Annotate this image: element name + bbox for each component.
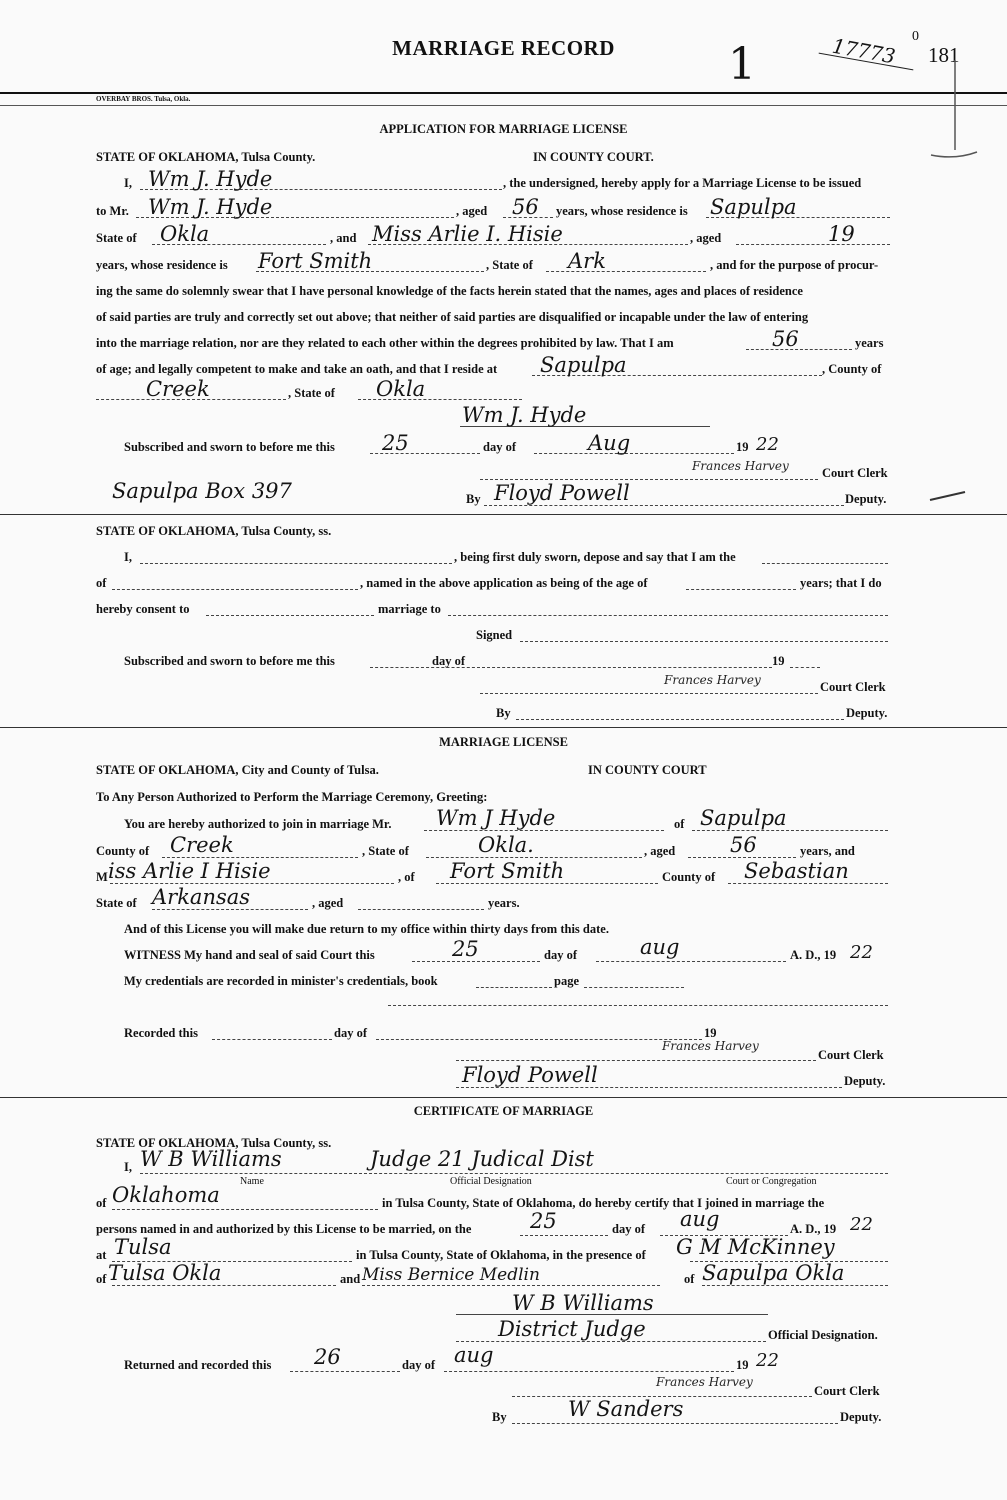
hw-groom-residence: Sapulpa: [710, 195, 797, 219]
hw-officiant-designation: Judge 21 Judical Dist: [370, 1147, 594, 1171]
hw-license-groom-town: Sapulpa: [700, 806, 787, 830]
certificate-label-deputy: Deputy.: [840, 1410, 882, 1424]
consent-state-line: STATE OF OKLAHOMA, Tulsa County, ss.: [96, 524, 332, 538]
hw-bride-name: Miss Arlie I. Hisie: [372, 222, 563, 246]
section-rule-1: [0, 514, 1007, 515]
license-label-years-and: years, and: [800, 844, 855, 858]
label-aged: , aged: [456, 204, 488, 218]
consent-label-year-prefix: 19: [772, 654, 785, 668]
hw-witness-1: G M McKinney: [676, 1235, 835, 1259]
stamp-clerk-name: Frances Harvey: [692, 459, 789, 473]
hw-officiant-name: W B Williams: [140, 1147, 282, 1171]
consent-label-court-clerk: Court Clerk: [820, 680, 886, 694]
printer-imprint: OVERBAY BROS. Tulsa, Okla.: [96, 95, 191, 103]
license-blank-of-2: [436, 883, 658, 884]
license-blank-county: [162, 857, 358, 858]
hw-returned-day: 26: [314, 1345, 341, 1369]
certificate-blank-of: [112, 1209, 378, 1210]
hw-license-state-2: Arkansas: [152, 885, 251, 909]
hw-witness-2-town: Sapulpa Okla: [702, 1261, 845, 1285]
label-state-of: State of: [96, 231, 137, 245]
license-return-line: And of this License you will make due return to my office within thirty days from this date.: [124, 922, 609, 936]
consent-label-deputy: Deputy.: [846, 706, 888, 720]
license-blank-clerk: [456, 1060, 816, 1061]
certificate-stamp-clerk: Frances Harvey: [656, 1375, 753, 1389]
certificate-blank-designation-2: [456, 1341, 766, 1342]
consent-blank-year: [790, 667, 820, 668]
license-blank-recorded-month: [376, 1039, 702, 1040]
license-stamp-clerk: Frances Harvey: [662, 1039, 759, 1053]
hw-returned-year: 22: [756, 1350, 779, 1371]
oath-line-3: into the marriage relation, nor are they related to each other within the degrees prohibited by law. That I am: [96, 336, 674, 350]
certificate-label-of-3: of: [684, 1272, 695, 1286]
license-label-state-of-2: State of: [96, 896, 137, 910]
header-rule: [0, 92, 1007, 94]
license-blank-page: [584, 987, 684, 988]
hw-reside-at: Sapulpa: [540, 353, 627, 377]
hw-license-county-2: Sebastian: [744, 859, 849, 883]
label-years-residence-2: years, whose residence is: [96, 258, 228, 272]
label-i: I,: [124, 176, 132, 190]
license-label-day-of: day of: [544, 948, 577, 962]
hw-deputy-name: Floyd Powell: [494, 481, 630, 505]
consent-blank-of: [112, 589, 358, 590]
page-number: 181: [928, 43, 960, 67]
license-blank-county-2: [728, 883, 888, 884]
page-number-superscript: 0: [912, 29, 919, 44]
blank-clerk: [480, 479, 818, 480]
certificate-blank-ret-month: [444, 1371, 734, 1372]
hw-sworn-month: Aug: [588, 431, 631, 455]
hw-groom-age: 56: [512, 195, 539, 219]
hw-license-year: 22: [850, 942, 873, 963]
hw-license-month: aug: [640, 935, 680, 959]
consent-stamp-clerk: Frances Harvey: [664, 673, 761, 687]
license-state-line: STATE OF OKLAHOMA, City and County of Tulsa.: [96, 763, 379, 777]
certificate-label-certify: in Tulsa County, State of Oklahoma, do hereby certify that I joined in marriage the: [382, 1196, 825, 1210]
certificate-blank-day: [520, 1235, 608, 1236]
license-greeting: To Any Person Authorized to Perform the Marriage Ceremony, Greeting:: [96, 790, 488, 804]
label-procuring: , and for the purpose of procur-: [710, 258, 879, 272]
oath-line-4: of age; and legally competent to make and take an oath, and that I reside at: [96, 362, 498, 376]
certificate-caption-name: Name: [240, 1176, 264, 1187]
license-label-ad: A. D., 19: [790, 948, 837, 962]
license-label-credentials: My credentials are recorded in minister's credentials, book: [124, 974, 438, 988]
hw-applicant-name: Wm J. Hyde: [148, 167, 273, 191]
label-by: By: [466, 492, 481, 506]
hw-state-3: Okla: [376, 377, 426, 401]
license-blank-state: [426, 857, 642, 858]
label-and: , and: [330, 231, 357, 245]
application-court: IN COUNTY COURT.: [533, 150, 654, 164]
license-blank-book: [476, 987, 552, 988]
hw-officiant-signature: W B Williams: [512, 1291, 654, 1315]
certificate-label-ad: A. D., 19: [790, 1222, 837, 1236]
license-heading: MARRIAGE LICENSE: [439, 735, 568, 749]
label-undersigned: , the undersigned, hereby apply for a Marriage License to be issued: [503, 176, 862, 190]
hw-license-groom: Wm J Hyde: [436, 806, 556, 830]
certificate-label-of-2: of: [96, 1272, 107, 1286]
hw-returned-month: aug: [454, 1343, 494, 1367]
consent-label-subscribed: Subscribed and sworn to before me this: [124, 654, 335, 668]
hw-license-bride: iss Arlie I Hisie: [108, 859, 271, 883]
license-blank-recorded-day: [212, 1039, 332, 1040]
application-state-line: STATE OF OKLAHOMA, Tulsa County.: [96, 150, 316, 164]
consent-label-years: years; that I do: [800, 576, 882, 590]
consent-blank-signed: [520, 641, 888, 642]
certificate-blank-deputy: [512, 1423, 838, 1424]
hw-officiant-title: District Judge: [498, 1317, 646, 1341]
consent-blank-relation: [762, 563, 888, 564]
volume-mark: 1: [728, 39, 756, 90]
certificate-label-and: and: [340, 1272, 361, 1286]
hw-license-deputy: Floyd Powell: [462, 1063, 598, 1087]
license-label-of-2: , of: [398, 870, 415, 884]
certificate-label-i: I,: [124, 1160, 132, 1174]
label-to-mr: to Mr.: [96, 204, 129, 218]
hw-license-state: Okla.: [478, 833, 534, 857]
license-label-aged-2: , aged: [312, 896, 344, 910]
certificate-label-day-of: day of: [612, 1222, 645, 1236]
hw-witness-1-town: Tulsa Okla: [108, 1261, 222, 1285]
section-rule-2: [0, 727, 1007, 728]
page-title: MARRIAGE RECORD: [392, 36, 615, 60]
certificate-label-persons: persons named in and authorized by this License to be married, on the: [96, 1222, 472, 1236]
label-years-residence: years, whose residence is: [556, 204, 688, 218]
license-label-authorized: You are hereby authorized to join in marriage Mr.: [124, 817, 392, 831]
license-label-page: page: [554, 974, 579, 988]
hw-certificate-deputy: W Sanders: [568, 1397, 684, 1421]
certificate-caption-official: Official Designation: [450, 1176, 532, 1187]
certificate-blank-court: [646, 1173, 888, 1174]
consent-blank-name: [140, 563, 452, 564]
label-state-of-2: , State of: [486, 258, 533, 272]
certificate-label-official: Official Designation.: [768, 1328, 878, 1342]
hw-license-age: 56: [730, 833, 757, 857]
license-label-county-of-2: County of: [662, 870, 716, 884]
file-number: 17773: [830, 33, 898, 69]
label-deputy: Deputy.: [845, 492, 887, 506]
oath-line-1: ing the same do solemnly swear that I have personal knowledge of the facts herein stated that the names, ages and places of residence: [96, 284, 803, 298]
license-label-m: M: [96, 870, 108, 884]
consent-label-hereby: hereby consent to: [96, 602, 190, 616]
oath-line-2: of said parties are truly and correctly set out above; that neither of said parties are disqualified or incapable under the law of entering: [96, 310, 809, 324]
hw-witness-2: Miss Bernice Medlin: [362, 1265, 540, 1285]
license-label-aged: , aged: [644, 844, 676, 858]
margin-marks: [925, 60, 985, 530]
header-rule-thin: [0, 105, 1007, 106]
hw-certificate-month: aug: [680, 1207, 720, 1231]
hw-certificate-at: Tulsa: [114, 1235, 172, 1259]
license-blank-age-2: [358, 909, 484, 910]
hw-groom-state: Okla: [160, 222, 210, 246]
certificate-label-day-of-2: day of: [402, 1358, 435, 1372]
license-blank-day: [412, 961, 540, 962]
blank-age-2: [736, 244, 890, 245]
certificate-caption-court: Court or Congregation: [726, 1176, 817, 1187]
certificate-label-at: at: [96, 1248, 107, 1262]
license-blank-month: [596, 961, 786, 962]
hw-license-day: 25: [452, 937, 479, 961]
license-blank-deputy: [456, 1087, 842, 1088]
certificate-blank-of-2: [112, 1285, 336, 1286]
license-blank-miss: [110, 883, 394, 884]
consent-label-sworn: , being first duly sworn, depose and say that I am the: [454, 550, 736, 564]
certificate-label-year-prefix: 19: [736, 1358, 749, 1372]
license-blank-of: [692, 830, 888, 831]
hw-certificate-year: 22: [850, 1214, 873, 1235]
license-label-year-prefix: 19: [704, 1026, 717, 1040]
certificate-blank-of-3: [702, 1285, 888, 1286]
hw-certificate-of: Oklahoma: [112, 1183, 220, 1207]
license-blank-state-2: [152, 909, 308, 910]
certificate-blank-ret-day: [290, 1371, 400, 1372]
license-label-deputy: Deputy.: [844, 1074, 886, 1088]
license-label-state-of: , State of: [362, 844, 409, 858]
hw-sworn-day: 25: [382, 431, 409, 455]
hw-applicant-age: 56: [772, 327, 799, 351]
hw-county: Creek: [146, 377, 210, 401]
license-label-of: of: [674, 817, 685, 831]
label-day-of: day of: [483, 440, 516, 454]
label-year-prefix: 19: [736, 440, 749, 454]
consent-label-of: of: [96, 576, 107, 590]
license-label-witness: WITNESS My hand and seal of said Court this: [124, 948, 375, 962]
consent-label-by: By: [496, 706, 511, 720]
consent-label-day-of: day of: [432, 654, 465, 668]
consent-blank-clerk: [480, 693, 818, 694]
certificate-label-court-clerk: Court Clerk: [814, 1384, 880, 1398]
license-label-court-clerk: Court Clerk: [818, 1048, 884, 1062]
license-court: IN COUNTY COURT: [588, 763, 707, 777]
hw-certificate-day: 25: [530, 1209, 557, 1233]
blank-deputy: [484, 505, 844, 506]
license-blank-age: [688, 857, 796, 858]
blank-own-age: [746, 349, 852, 350]
application-heading: APPLICATION FOR MARRIAGE LICENSE: [379, 122, 628, 136]
label-county-of: , County of: [822, 362, 882, 376]
hw-groom-name: Wm J. Hyde: [148, 195, 273, 219]
certificate-blank-designation: [364, 1173, 644, 1174]
consent-label-marriage-to: marriage to: [378, 602, 441, 616]
hw-license-bride-town: Fort Smith: [450, 859, 565, 883]
license-label-day-of-2: day of: [334, 1026, 367, 1040]
license-blank-extra: [388, 1005, 888, 1006]
consent-blank-deputy: [516, 719, 844, 720]
certificate-label-by: By: [492, 1410, 507, 1424]
consent-blank-marriage-to: [448, 615, 888, 616]
certificate-state-line: STATE OF OKLAHOMA, Tulsa County, ss.: [96, 1136, 332, 1150]
section-rule-3: [0, 1097, 1007, 1098]
hw-license-county: Creek: [170, 833, 234, 857]
hw-sworn-year: 22: [756, 434, 779, 455]
consent-label-signed: Signed: [476, 628, 513, 642]
certificate-blank-name: [140, 1173, 362, 1174]
blank-month: [534, 453, 734, 454]
license-label-years: years.: [488, 896, 520, 910]
hw-bride-residence: Fort Smith: [258, 249, 373, 273]
license-label-county-of: County of: [96, 844, 150, 858]
certificate-label-of: of: [96, 1196, 107, 1210]
consent-blank-age: [686, 589, 796, 590]
certificate-label-presence: in Tulsa County, State of Oklahoma, in the presence of: [356, 1248, 646, 1262]
certificate-label-returned: Returned and recorded this: [124, 1358, 272, 1372]
label-aged-2: , aged: [690, 231, 722, 245]
consent-blank-consent-to: [206, 615, 374, 616]
hw-bride-state: Ark: [568, 249, 606, 273]
certificate-heading: CERTIFICATE OF MARRIAGE: [413, 1104, 594, 1118]
hw-applicant-address: Sapulpa Box 397: [112, 479, 292, 503]
consent-blank-month: [482, 667, 772, 668]
label-court-clerk: Court Clerk: [822, 466, 888, 480]
consent-label-i: I,: [124, 550, 132, 564]
license-blank-mr: [424, 830, 664, 831]
consent-label-named: , named in the above application as being of the age of: [360, 576, 648, 590]
label-state-of-3: , State of: [288, 386, 335, 400]
hw-applicant-signature: Wm J. Hyde: [462, 403, 587, 427]
license-label-recorded: Recorded this: [124, 1026, 198, 1040]
label-subscribed: Subscribed and sworn to before me this: [124, 440, 335, 454]
label-years: years: [855, 336, 884, 350]
hw-bride-age: 19: [828, 222, 855, 246]
